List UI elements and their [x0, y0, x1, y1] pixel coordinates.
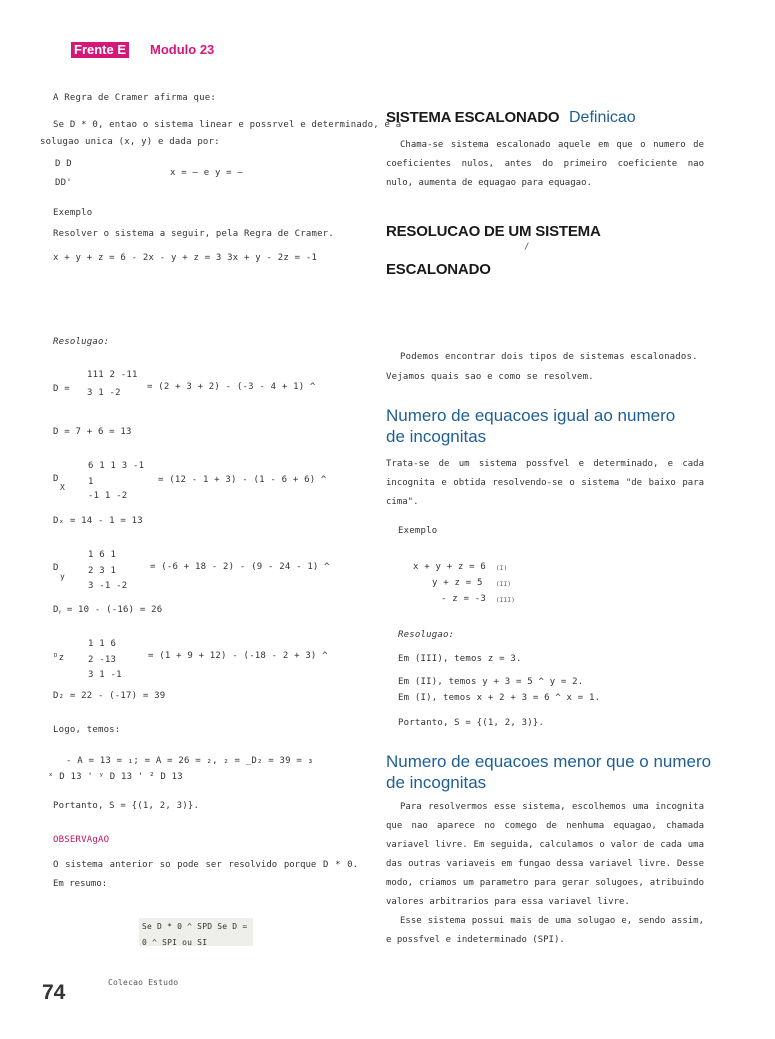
page-number: 74 [42, 981, 66, 1004]
example-system: x + y + z = 6 - 2x - y + z = 3 3x + y - 2z = -1 [53, 253, 318, 263]
cramer-fraction-bottom: DD' [55, 178, 72, 188]
dx-matrix-row2: 1 [88, 477, 94, 487]
equation-1: x + y + z = 6 [413, 562, 487, 572]
heading-fewer-equations: Numero de equacoes menor que o numero de incognitas [386, 752, 712, 792]
equal-equations-text: Trata-se de um sistema possfvel e determinado, e cada incognita e obtida resolvendo-se o sistema "de baixo para cima". [386, 459, 704, 507]
dy-label: D [53, 563, 59, 573]
step-3: Em (I), temos x + 2 + 3 = 6 ^ x = 1. [398, 693, 601, 703]
dz-matrix-row3: 3 1 -1 [88, 670, 122, 680]
observation-text: O sistema anterior so pode ser resolvido porque D * 0. Em resumo: [53, 860, 358, 889]
heading-sistema-escalonado [386, 107, 636, 127]
dy-subscript: y [60, 572, 66, 581]
heading-definicao: Definicao [569, 109, 636, 126]
example-instruction: Resolver o sistema a seguir, pela Regra de Cramer. [53, 229, 334, 239]
frente-label: Frente E [71, 42, 129, 58]
d-matrix-row1: 111 2 -11 [87, 370, 138, 380]
dy-matrix-row1: 1 6 1 [88, 550, 117, 560]
fewer-equations-text-2: Esse sistema possui mais de uma solugao e, sendo assim, e possfvel e indeterminado (SPI). [386, 916, 704, 945]
dx-matrix-row3: -1 1 -2 [88, 491, 128, 501]
d-matrix-row2: 3 1 -2 [87, 388, 121, 398]
heading-resolucao-line-2: ESCALONADO [386, 261, 491, 278]
dy-expression: = (-6 + 18 - 2) - (9 - 24 - 1) ^ [150, 562, 330, 572]
dx-matrix-row1: 6 1 1 3 -1 [88, 461, 145, 471]
dz-expression: = (1 + 9 + 12) - (-18 - 2 + 3) ^ [148, 651, 328, 661]
equation-3-tag: (III) [496, 597, 516, 604]
equation-1-tag: (I) [496, 565, 508, 572]
heading-slash: / [524, 242, 530, 252]
types-line-2: Vejamos quais sao e como se resolvem. [386, 372, 594, 382]
cramer-formula: x = — e y = — [170, 168, 244, 178]
equation-2-tag: (II) [496, 581, 512, 588]
dy-matrix-row2: 2 3 1 [88, 566, 117, 576]
dx-subscript: X [60, 483, 66, 492]
step-2: Em (II), temos y + 3 = 5 ^ y = 2. [398, 677, 584, 687]
summary-box-line-1: Se D * 0 ^ SPD Se D = [142, 922, 248, 931]
logo-line-2: ˣ D 13 ' ʸ D 13 ' ² D 13 [48, 772, 183, 782]
dz-matrix-row2: 2 -13 [88, 655, 117, 665]
dx-result: Dₓ = 14 - 1 = 13 [53, 516, 143, 526]
intro-text: A Regra de Cramer afirma que: [53, 93, 216, 103]
logo-label: Logo, temos: [53, 725, 121, 735]
right-conclusion: Portanto, S = {(1, 2, 3)}. [398, 718, 545, 728]
example-label: Exemplo [53, 208, 93, 218]
dx-expression: = (12 - 1 + 3) - (1 - 6 + 6) ^ [158, 475, 327, 485]
heading-sistema-escalonado-text: SISTEMA ESCALONADO [386, 109, 560, 126]
equation-2: y + z = 5 [432, 578, 483, 588]
types-line-1: Podemos encontrar dois tipos de sistemas escalonados. [400, 352, 698, 362]
cramer-condition: Se D * 0, entao o sistema linear e possrvel e determinado, e a [53, 120, 402, 130]
resolution-label: Resolugao: [53, 337, 110, 347]
logo-line-1: - A = 13 = ₁; = A = 26 = ₂, ₂ = _D₂ = 39 = ₃ [66, 756, 314, 766]
equation-3: - z = -3 [441, 594, 486, 604]
dz-matrix-row1: 1 1 6 [88, 639, 117, 649]
summary-box-line-2: 0 ^ SPI ou SI [142, 938, 208, 947]
dz-result: D₂ = 22 - (-17) = 39 [53, 691, 166, 701]
heading-resolucao-line-1: RESOLUCAO DE UM SISTEMA [386, 223, 601, 240]
dx-label: D [53, 474, 59, 484]
dy-result: Dᵧ = 10 - (-16) = 26 [53, 605, 163, 615]
heading-equal-equations: Numero de equacoes igual ao numero de incognitas [386, 406, 676, 446]
cramer-solution-text: solugao unica (x, y) e dada por: [40, 137, 220, 147]
observation-heading: OBSERVAgAO [53, 835, 110, 845]
fewer-equations-text: Para resolvermos esse sistema, escolhemos uma incognita que nao aparece no comego de nenhuma equagao, chamada variavel livre. Em seguida, calculamos o valor de cada uma das outras variaveis em fungao dessa variavel livre. Desse modo, criamos um parametro para gerar solugoes, atribuindo valores arbitrarios para essa variavel livre. [386, 802, 704, 907]
step-1: Em (III), temos z = 3. [398, 654, 522, 664]
left-conclusion: Portanto, S = {(1, 2, 3)}. [53, 801, 200, 811]
right-example-label: Exemplo [398, 526, 438, 536]
d-expression: = (2 + 3 + 2) - (-3 - 4 + 1) ^ [147, 382, 316, 392]
cramer-fraction-top: D D [55, 159, 72, 169]
right-resolution-label: Resolugao: [398, 630, 455, 640]
d-label: D = [53, 384, 70, 394]
d-result: D = 7 + 6 = 13 [53, 427, 132, 437]
dz-label: ᴰz [53, 653, 65, 663]
dy-matrix-row3: 3 -1 -2 [88, 581, 128, 591]
collection-label: Colecao Estudo [108, 978, 179, 987]
definition-text: Chama-se sistema escalonado aquele em que o numero de coeficientes nulos, antes do primeiro coeficiente nao nulo, aumenta de equagao para equagao. [386, 140, 704, 188]
modulo-label: Modulo 23 [150, 42, 215, 57]
